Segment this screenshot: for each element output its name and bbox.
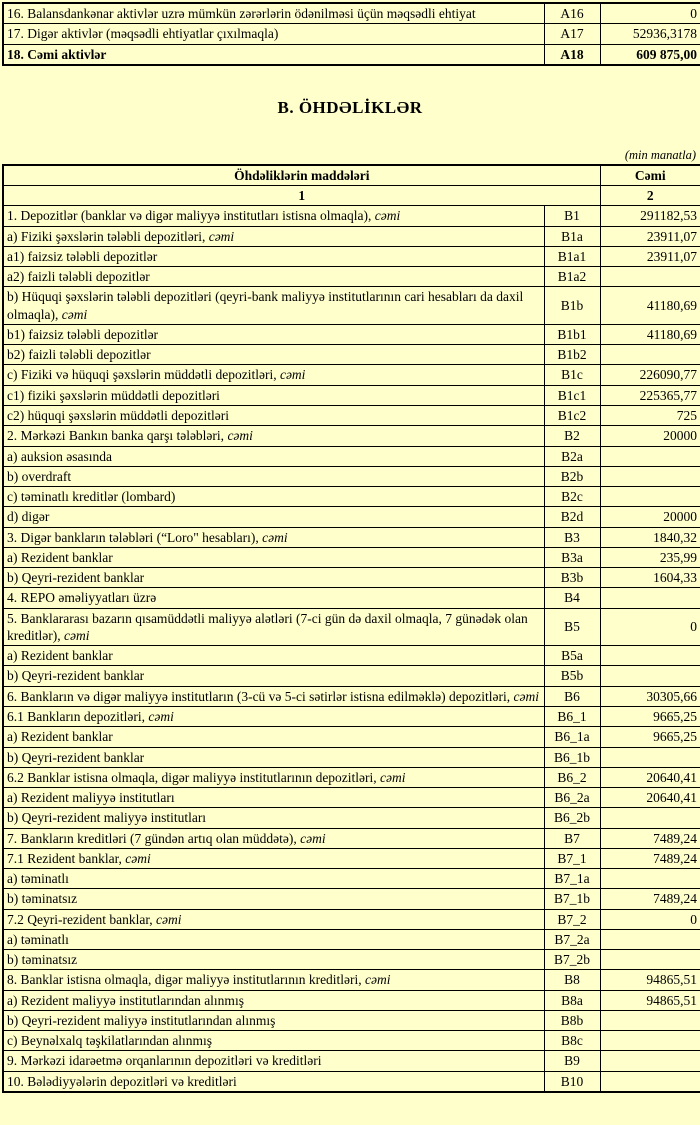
row-code: B6_1b — [544, 747, 600, 767]
row-label: c2) hüquqi şəxslərin müddətli depozitləri — [3, 405, 544, 425]
row-value — [600, 267, 700, 287]
row-label: a) təminatlı — [3, 929, 544, 949]
table-row — [3, 608, 700, 646]
row-label: a) Rezident maliyyə institutlarından alınmış — [3, 990, 544, 1010]
row-label: c) Fiziki və hüquqi şəxslərin müddətli depozitləri, cəmi — [3, 365, 544, 385]
row-value: 609 875,00 — [600, 44, 700, 65]
table-row — [3, 345, 700, 365]
row-code: A16 — [544, 3, 600, 24]
row-code: B6 — [544, 686, 600, 706]
table-row — [3, 666, 700, 686]
row-code: B1a — [544, 226, 600, 246]
row-code: B6_2b — [544, 808, 600, 828]
table-row — [3, 646, 700, 666]
table-row — [3, 1010, 700, 1030]
row-value: 225365,77 — [600, 385, 700, 405]
col-header-items: Öhdəliklərin maddələri — [3, 165, 600, 186]
table-row — [3, 929, 700, 949]
liabilities-table-header — [3, 165, 700, 206]
row-code: B1a2 — [544, 267, 600, 287]
row-code: B3a — [544, 547, 600, 567]
row-code: B7_1 — [544, 848, 600, 868]
row-code: B1c2 — [544, 405, 600, 425]
row-value: 41180,69 — [600, 287, 700, 325]
table-row — [3, 686, 700, 706]
table-row — [3, 706, 700, 726]
table-row — [3, 527, 700, 547]
col-number-1: 1 — [3, 186, 600, 206]
table-row — [3, 24, 700, 44]
row-label: 7.2 Qeyri-rezident banklar, cəmi — [3, 909, 544, 929]
row-label: b) overdraft — [3, 466, 544, 486]
row-code: B7_2b — [544, 950, 600, 970]
row-value: 235,99 — [600, 547, 700, 567]
table-row — [3, 267, 700, 287]
row-value — [600, 869, 700, 889]
row-code: B3 — [544, 527, 600, 547]
row-code: B7 — [544, 828, 600, 848]
row-value: 0 — [600, 909, 700, 929]
row-value: 23911,07 — [600, 246, 700, 266]
row-value: 0 — [600, 3, 700, 24]
table-row — [3, 828, 700, 848]
row-label: 16. Balansdankənar aktivlər uzrə mümkün zərərlərin ödənilməsi üçün məqsədli ehtiyat — [3, 3, 544, 24]
report-page — [2, 2, 698, 1093]
row-code: A18 — [544, 44, 600, 65]
row-label: 7. Bankların kreditləri (7 gündən artıq olan müddətə), cəmi — [3, 828, 544, 848]
row-code: B8b — [544, 1010, 600, 1030]
row-label: a) Rezident banklar — [3, 646, 544, 666]
row-value: 20640,41 — [600, 767, 700, 787]
unit-note: (min manatla) — [624, 147, 696, 162]
table-row — [3, 44, 700, 65]
row-value: 52936,3178 — [600, 24, 700, 44]
row-label: 4. REPO əməliyyatları üzrə — [3, 588, 544, 608]
row-code: B4 — [544, 588, 600, 608]
row-label: a) auksion əsasında — [3, 446, 544, 466]
row-label: b2) faizli tələbli depozitlər — [3, 345, 544, 365]
row-label: c) təminatlı kreditlər (lombard) — [3, 487, 544, 507]
row-label: 17. Digər aktivlər (məqsədli ehtiyatlar çıxılmaqla) — [3, 24, 544, 44]
table-row — [3, 727, 700, 747]
row-label: c1) fiziki şəxslərin müddətli depozitləri — [3, 385, 544, 405]
row-label: 7.1 Rezident banklar, cəmi — [3, 848, 544, 868]
row-value: 226090,77 — [600, 365, 700, 385]
row-code: B7_1b — [544, 889, 600, 909]
table-row — [3, 466, 700, 486]
section-heading: B. ÖHDƏLİKLƏR — [277, 97, 423, 117]
row-code: B1 — [544, 206, 600, 226]
row-code: B6_2a — [544, 788, 600, 808]
table-row — [3, 206, 700, 226]
row-value: 94865,51 — [600, 970, 700, 990]
row-label: b) Qeyri-rezident banklar — [3, 747, 544, 767]
row-code: B10 — [544, 1071, 600, 1092]
row-code: B8 — [544, 970, 600, 990]
row-code: B2a — [544, 446, 600, 466]
table-row — [3, 324, 700, 344]
row-value — [600, 487, 700, 507]
row-value: 20000 — [600, 507, 700, 527]
table-row — [3, 1071, 700, 1092]
row-code: B7_1a — [544, 869, 600, 889]
header-row — [3, 165, 700, 186]
row-code: B1b2 — [544, 345, 600, 365]
row-label: b1) faizsiz tələbli depozitlər — [3, 324, 544, 344]
table-row — [3, 889, 700, 909]
row-code: B7_2 — [544, 909, 600, 929]
row-label: 6. Bankların və digər maliyyə institutların (3-cü və 5-ci sətirlər istisna edilməklə) depozitləri, cəmi — [3, 686, 544, 706]
row-value — [600, 950, 700, 970]
row-label: a) Rezident maliyyə institutları — [3, 788, 544, 808]
row-value — [600, 1010, 700, 1030]
row-code: B5b — [544, 666, 600, 686]
table-row — [3, 788, 700, 808]
row-label: b) Qeyri-rezident maliyyə institutlarından alınmış — [3, 1010, 544, 1030]
table-row — [3, 426, 700, 446]
row-code: B6_1 — [544, 706, 600, 726]
row-label: 3. Digər bankların tələbləri (“Loro" hesabları), cəmi — [3, 527, 544, 547]
row-label: 10. Bələdiyyələrin depozitləri və kreditləri — [3, 1071, 544, 1092]
row-label: 1. Depozitlər (banklar və digər maliyyə institutları istisna olmaqla), cəmi — [3, 206, 544, 226]
row-value: 23911,07 — [600, 226, 700, 246]
row-value: 9665,25 — [600, 727, 700, 747]
table-row — [3, 568, 700, 588]
row-code: B5a — [544, 646, 600, 666]
row-value — [600, 646, 700, 666]
row-value: 41180,69 — [600, 324, 700, 344]
row-label: a) Fiziki şəxslərin tələbli depozitləri, cəmi — [3, 226, 544, 246]
table-row — [3, 767, 700, 787]
table-row — [3, 385, 700, 405]
table-row — [3, 287, 700, 325]
row-value — [600, 446, 700, 466]
row-value — [600, 666, 700, 686]
row-label: 5. Banklararası bazarın qısamüddətli maliyyə alətləri (7-ci gün də daxil olmaqla, 7 günədək olan kreditlər), cəmi — [3, 608, 544, 646]
row-code: B8a — [544, 990, 600, 1010]
row-code: B1b1 — [544, 324, 600, 344]
table-row — [3, 547, 700, 567]
row-value: 725 — [600, 405, 700, 425]
liabilities-table-body — [3, 206, 700, 1092]
row-label: a2) faizli tələbli depozitlər — [3, 267, 544, 287]
row-label: c) Beynəlxalq təşkilatlarından alınmış — [3, 1031, 544, 1051]
table-row — [3, 405, 700, 425]
table-row — [3, 1051, 700, 1071]
row-value — [600, 588, 700, 608]
table-row — [3, 808, 700, 828]
table-row — [3, 1031, 700, 1051]
row-label: a) Rezident banklar — [3, 727, 544, 747]
row-code: B6_2 — [544, 767, 600, 787]
row-label: a) təminatlı — [3, 869, 544, 889]
row-label: b) təminatsız — [3, 950, 544, 970]
row-value: 20000 — [600, 426, 700, 446]
table-row — [3, 588, 700, 608]
row-code: B1c1 — [544, 385, 600, 405]
table-row — [3, 869, 700, 889]
row-label: a1) faizsiz tələbli depozitlər — [3, 246, 544, 266]
row-code: A17 — [544, 24, 600, 44]
row-code: B3b — [544, 568, 600, 588]
assets-table-body — [3, 3, 700, 65]
row-label: b) Qeyri-rezident banklar — [3, 568, 544, 588]
column-number-row — [3, 186, 700, 206]
row-label: 2. Mərkəzi Bankın banka qarşı tələbləri, cəmi — [3, 426, 544, 446]
row-label: b) Hüquqi şəxslərin tələbli depozitləri (qeyri-bank maliyyə institutlarının cari hesabları da daxil olmaqla), cəmi — [3, 287, 544, 325]
row-code: B5 — [544, 608, 600, 646]
row-label: b) Qeyri-rezident maliyyə institutları — [3, 808, 544, 828]
row-label: 8. Banklar istisna olmaqla, digər maliyyə institutlarının kreditləri, cəmi — [3, 970, 544, 990]
row-value — [600, 1031, 700, 1051]
row-label: 6.2 Banklar istisna olmaqla, digər maliyyə institutlarının depozitləri, cəmi — [3, 767, 544, 787]
row-code: B2c — [544, 487, 600, 507]
row-value: 1604,33 — [600, 568, 700, 588]
row-code: B6_1a — [544, 727, 600, 747]
col-number-2: 2 — [600, 186, 700, 206]
row-label: 9. Mərkəzi idarəetmə orqanlarının depozitləri və kreditləri — [3, 1051, 544, 1071]
table-row — [3, 990, 700, 1010]
row-code: B2b — [544, 466, 600, 486]
row-value: 94865,51 — [600, 990, 700, 1010]
row-value: 20640,41 — [600, 788, 700, 808]
table-row — [3, 507, 700, 527]
row-value — [600, 929, 700, 949]
col-header-total: Cəmi — [600, 165, 700, 186]
row-label: b) Qeyri-rezident banklar — [3, 666, 544, 686]
table-row — [3, 246, 700, 266]
row-value: 1840,32 — [600, 527, 700, 547]
table-row — [3, 3, 700, 24]
row-code: B2d — [544, 507, 600, 527]
row-label: a) Rezident banklar — [3, 547, 544, 567]
table-row — [3, 909, 700, 929]
row-value — [600, 747, 700, 767]
row-value: 0 — [600, 608, 700, 646]
row-value — [600, 345, 700, 365]
row-value: 7489,24 — [600, 889, 700, 909]
row-code: B7_2a — [544, 929, 600, 949]
row-value — [600, 1071, 700, 1092]
table-row — [3, 226, 700, 246]
row-label: d) digər — [3, 507, 544, 527]
table-row — [3, 487, 700, 507]
row-label: b) təminatsız — [3, 889, 544, 909]
row-code: B1b — [544, 287, 600, 325]
table-row — [3, 747, 700, 767]
row-value — [600, 808, 700, 828]
row-value — [600, 1051, 700, 1071]
row-code: B1a1 — [544, 246, 600, 266]
row-label: 6.1 Bankların depozitləri, cəmi — [3, 706, 544, 726]
row-code: B1c — [544, 365, 600, 385]
row-code: B8c — [544, 1031, 600, 1051]
table-row — [3, 950, 700, 970]
row-value: 7489,24 — [600, 848, 700, 868]
table-row — [3, 970, 700, 990]
table-row — [3, 848, 700, 868]
table-row — [3, 446, 700, 466]
row-code: B9 — [544, 1051, 600, 1071]
row-value: 291182,53 — [600, 206, 700, 226]
liabilities-table — [2, 164, 700, 1093]
table-row — [3, 365, 700, 385]
row-label: 18. Cəmi aktivlər — [3, 44, 544, 65]
row-value: 9665,25 — [600, 706, 700, 726]
row-value: 7489,24 — [600, 828, 700, 848]
row-code: B2 — [544, 426, 600, 446]
row-value: 30305,66 — [600, 686, 700, 706]
assets-table — [2, 2, 700, 66]
row-value — [600, 466, 700, 486]
